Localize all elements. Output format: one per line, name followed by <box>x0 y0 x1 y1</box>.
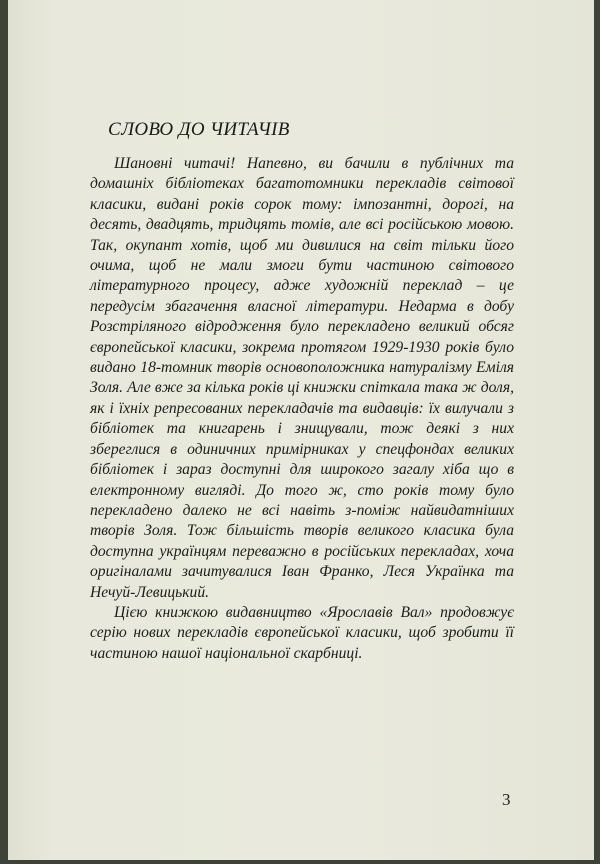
bleed-through-text <box>478 72 568 78</box>
page-title: СЛОВО ДО ЧИТАЧІВ <box>108 119 290 140</box>
paragraph-1: Шановні читачі! Напевно, ви бачили в публічних та домашніх бібліотеках багатотомники перекладів світової класики, видані років сорок тому: імпозантні, дорогі, на десять, двадцять, тридцять томів, але всі російською мовою. Так, окупант хотів, щоб ми дивилися на світ тільки його очима, щоб не мали змоги бути частиною світового літературного процесу, адже художній переклад – це передусім збагачення власної літератури. Недарма в добу Розстріляного відродження було перекладено великий обсяг європейської класики, зокрема протягом 1929-1930 років було видано 18-томник творів основоположника натуралізму Еміля Золя. Але вже за кілька років ці книжки спіткала така ж доля, як і їхніх репресованих перекладачів та видавців: їх вилучали з бібліотек та книгарень і знищували, тож деякі з них збереглися в одиничних примірниках у спецфондах великих бібліотек і зараз доступні для широкого загалу хіба що в електронному вигляді. До того ж, сто років тому було перекладено далеко не всі навіть з-поміж найвидатніших творів Золя. Тож більшість творів великого класика була доступна українцям переважно в російських перекладах, хоча оригіналами зачитувалися Іван Франко, Леся Українка та Нечуй-Левицький. <box>90 155 514 601</box>
paragraph-2: Цією книжкою видавництво «Ярославів Вал» продовжує серію нових перекладів європейської класики, щоб зробити її частиною нашої національної скарбниці. <box>90 603 514 662</box>
book-page <box>8 0 594 860</box>
page-number: 3 <box>502 790 511 809</box>
body-text <box>90 154 514 664</box>
